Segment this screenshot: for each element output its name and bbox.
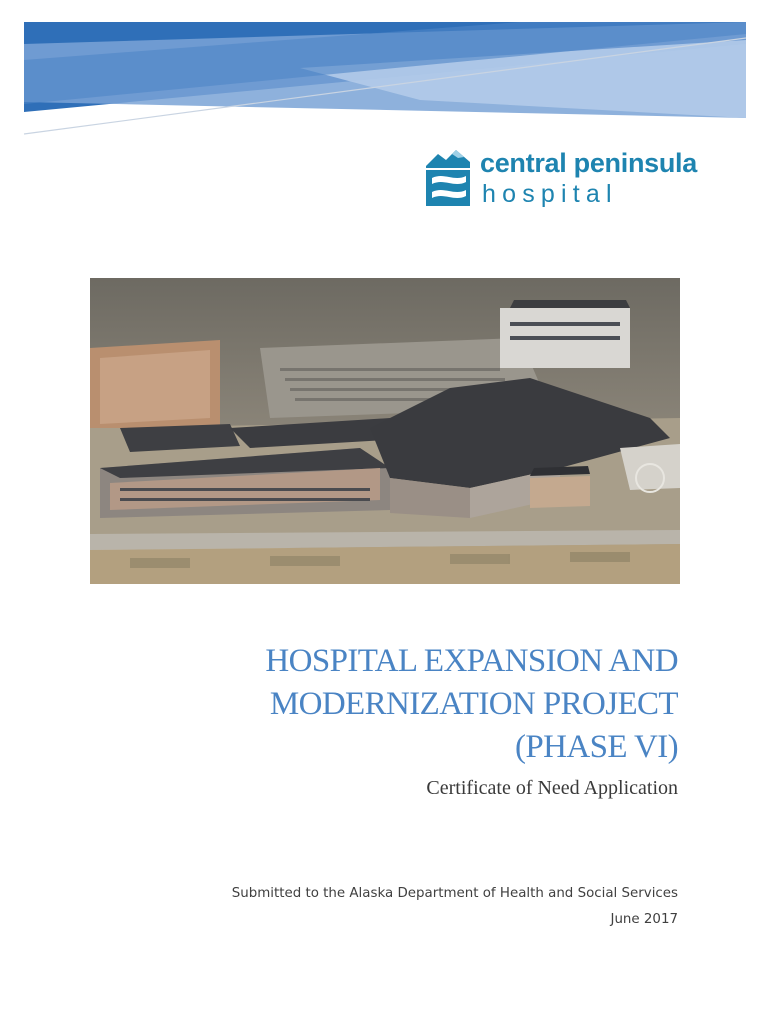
submitted-to: Submitted to the Alaska Department of Health and Social Services xyxy=(231,886,678,901)
title-line-3: (PHASE VI) xyxy=(515,729,678,765)
title-line-2: MODERNIZATION PROJECT xyxy=(269,686,678,722)
hospital-logo xyxy=(424,146,734,212)
logo-name-line1: central peninsula xyxy=(480,148,697,178)
document-subtitle: Certificate of Need Application xyxy=(426,777,678,799)
header-banner xyxy=(0,0,770,150)
submission-info xyxy=(118,881,678,933)
hospital-aerial-rendering xyxy=(90,278,680,584)
title-line-1: HOSPITAL EXPANSION AND xyxy=(265,643,678,679)
mountain-river-logo-icon xyxy=(424,148,478,208)
logo-name-line2: hospital xyxy=(482,180,618,208)
document-title xyxy=(118,640,678,769)
submission-date: June 2017 xyxy=(610,912,678,927)
